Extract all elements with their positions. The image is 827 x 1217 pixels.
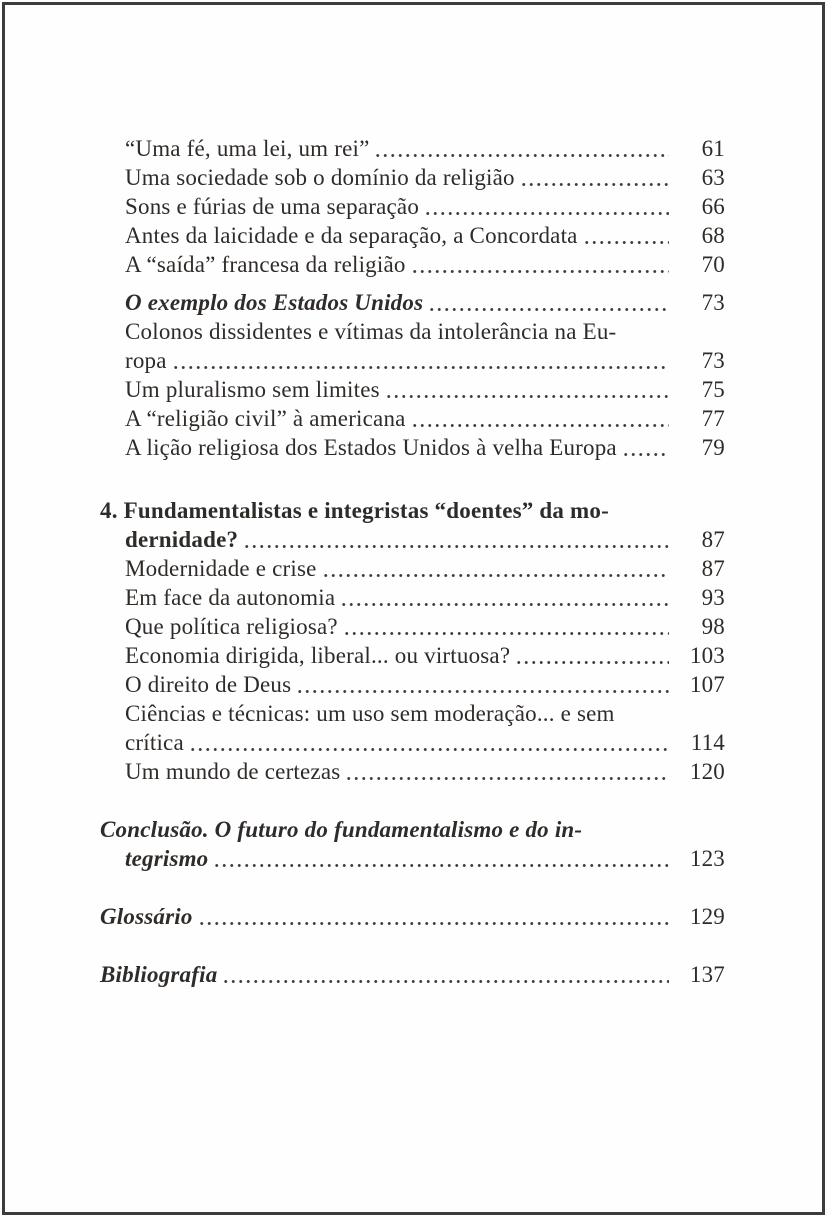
- toc-entry-title: Glossário: [100, 904, 193, 929]
- toc-entry-title: Conclusão. O futuro do fundamentalismo e do in-: [100, 817, 583, 842]
- toc-row: [100, 670, 725, 699]
- toc-page-number: 107: [689, 672, 725, 697]
- toc-page-number: 79: [701, 435, 725, 460]
- dot-leader: [213, 844, 669, 873]
- toc-row: [100, 496, 725, 525]
- toc-page-number: 120: [689, 759, 725, 784]
- toc-page-number: 70: [701, 252, 725, 277]
- dot-leader: [411, 250, 669, 279]
- toc-entry-title: Uma sociedade sob o domínio da religião: [125, 165, 515, 190]
- dot-leader: [243, 525, 669, 554]
- dot-leader: [340, 583, 669, 612]
- dot-leader: [424, 192, 669, 221]
- toc-entry-title: O exemplo dos Estados Unidos: [125, 290, 424, 315]
- toc-row: [100, 250, 725, 279]
- toc-row: [100, 815, 725, 844]
- toc-row: [100, 317, 725, 346]
- toc-row: [100, 221, 725, 250]
- toc-row: [100, 433, 725, 462]
- toc-page-number: 73: [701, 348, 725, 373]
- toc-entry-title: Economia dirigida, liberal... ou virtuosa?: [125, 643, 511, 668]
- toc-page-number: 114: [690, 730, 725, 755]
- toc-page-number: 73: [701, 290, 725, 315]
- toc-page-number: 87: [701, 556, 725, 581]
- dot-leader: [198, 902, 669, 931]
- dot-leader: [374, 134, 669, 163]
- toc-row: [100, 554, 725, 583]
- toc-entry-title: Sons e fúrias de uma separação: [125, 194, 420, 219]
- toc-page-number: 93: [701, 585, 725, 610]
- toc-page-number: 129: [689, 904, 725, 929]
- toc-page-number: 68: [701, 223, 725, 248]
- toc-entry-title: “Uma fé, uma lei, um rei”: [125, 136, 370, 161]
- toc-entry-title: tegrismo: [125, 846, 209, 871]
- toc-page-number: 103: [689, 643, 725, 668]
- toc-entry-title: O direito de Deus: [125, 672, 292, 697]
- toc-row: [100, 404, 725, 433]
- toc-row: [100, 134, 725, 163]
- toc-entry-title: Colonos dissidentes e vítimas da intolerância na Eu-: [125, 319, 617, 344]
- dot-leader: [385, 375, 669, 404]
- dot-leader: [189, 728, 669, 757]
- toc-entry-title: Um mundo de certezas: [125, 759, 341, 784]
- toc-row: [100, 960, 725, 989]
- toc-row: [100, 641, 725, 670]
- dot-leader: [322, 554, 669, 583]
- toc-entry-title: dernidade?: [125, 527, 239, 552]
- toc-entry-title: Que política religiosa?: [125, 614, 338, 639]
- dot-leader: [587, 815, 669, 844]
- toc-row: [100, 192, 725, 221]
- dot-leader: [428, 288, 669, 317]
- toc-entry-title: Ciências e técnicas: um uso sem moderação... e sem: [125, 701, 615, 726]
- toc-entry-title: Modernidade e crise: [125, 556, 317, 581]
- dot-leader: [172, 346, 669, 375]
- toc-row: [100, 612, 725, 641]
- dot-leader: [622, 433, 669, 462]
- dot-leader: [222, 960, 669, 989]
- dot-leader: [620, 699, 669, 728]
- toc-row: [100, 525, 725, 554]
- toc-page-number: 98: [701, 614, 725, 639]
- toc-entry-title: Antes da laicidade e da separação, a Concordata: [125, 223, 578, 248]
- dot-leader: [621, 317, 669, 346]
- toc-row: [100, 375, 725, 404]
- toc-row: [100, 757, 725, 786]
- toc-row: [100, 583, 725, 612]
- toc-page-number: 61: [701, 136, 725, 161]
- toc-entry-title: Bibliografia: [100, 962, 218, 987]
- toc-entry-title: Em face da autonomia: [125, 585, 336, 610]
- toc-row: [100, 346, 725, 375]
- table-of-contents: [100, 134, 725, 989]
- toc-page-number: 123: [689, 846, 725, 871]
- dot-leader: [515, 641, 669, 670]
- dot-leader: [520, 163, 669, 192]
- toc-page-number: 77: [701, 406, 725, 431]
- toc-page-number: 137: [689, 962, 725, 987]
- toc-entry-title: A “religião civil” à americana: [125, 406, 406, 431]
- toc-page-number: 66: [701, 194, 725, 219]
- toc-entry-title: ropa: [125, 348, 167, 373]
- toc-entry-title: crítica: [125, 730, 184, 755]
- toc-entry-title: 4. Fundamentalistas e integristas “doentes” da mo-: [100, 498, 609, 523]
- toc-page-number: 75: [701, 377, 725, 402]
- dot-leader: [296, 670, 669, 699]
- toc-row: [100, 728, 725, 757]
- toc-row: [100, 288, 725, 317]
- toc-page-number: 63: [701, 165, 725, 190]
- dot-leader: [343, 612, 669, 641]
- toc-page-number: 87: [701, 527, 725, 552]
- toc-row: [100, 902, 725, 931]
- toc-entry-title: A lição religiosa dos Estados Unidos à velha Europa: [125, 435, 617, 460]
- toc-row: [100, 163, 725, 192]
- dot-leader: [345, 757, 669, 786]
- toc-row: [100, 844, 725, 873]
- toc-row: [100, 699, 725, 728]
- toc-entry-title: Um pluralismo sem limites: [125, 377, 380, 402]
- dot-leader: [411, 404, 669, 433]
- toc-entry-title: A “saída” francesa da religião: [125, 252, 406, 277]
- dot-leader: [583, 221, 669, 250]
- dot-leader: [614, 496, 669, 525]
